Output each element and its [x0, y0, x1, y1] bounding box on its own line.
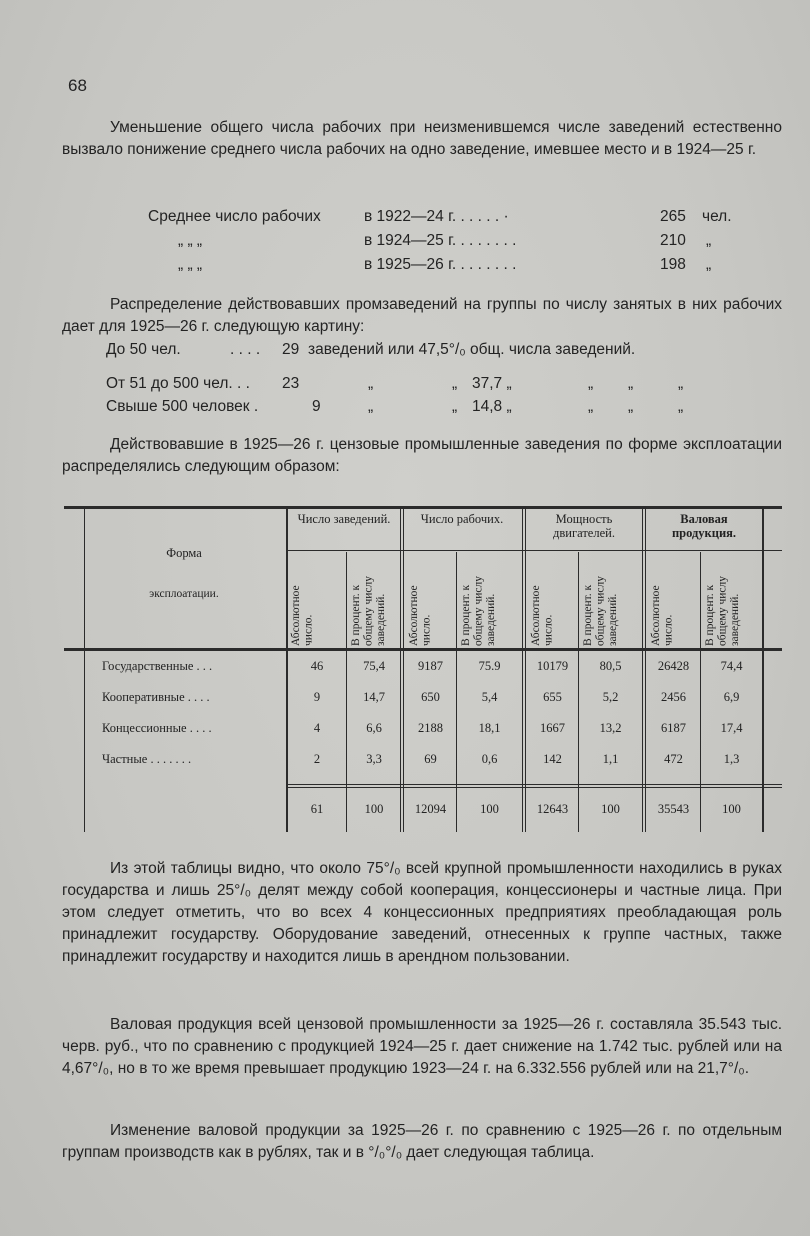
table-cell: 142: [543, 752, 562, 766]
table-cell: 4: [313, 721, 321, 735]
row-label-concession: Концессионные . . . .: [102, 721, 212, 735]
table-total-cell: 100: [364, 802, 384, 816]
avg-row-unit: „: [706, 232, 712, 249]
table-cell: 6,6: [366, 721, 382, 735]
table-total-rule: [286, 787, 782, 788]
group-header-production: Валовая продукция.: [671, 512, 737, 540]
ditto-mark: „: [678, 398, 684, 415]
table-total-cell: 12094: [414, 802, 447, 816]
form-header: Форма: [166, 546, 202, 560]
group-row-label: До 50 чел.: [106, 341, 181, 358]
table-cell: 9: [313, 690, 321, 704]
avg-row-value: 265: [660, 208, 686, 225]
sub-header-percent: В процент. к общему числу заведений.: [582, 576, 619, 646]
table-cell: 1,1: [602, 752, 619, 766]
table-total-cell: 35543: [657, 802, 690, 816]
avg-row-unit: „: [706, 256, 712, 273]
table-cell: 18,1: [478, 721, 501, 735]
group-row-label: От 51 до 500 чел. . .: [106, 375, 250, 392]
table-total-cell: 100: [480, 802, 499, 816]
sub-header-absolute: Абсолютное число.: [408, 585, 433, 646]
table-column-rule: [642, 506, 643, 832]
avg-row-value: 210: [660, 232, 686, 249]
table-cell: 2188: [418, 721, 443, 735]
group-header-workers: Число рабочих.: [420, 512, 504, 526]
table-cell: 3,3: [366, 752, 382, 766]
paragraph-5-text: Валовая продукция всей цензовой промышленности за 1925—26 г. составляла 35.543 тыс. черв. руб., что по сравнению с продукцией 1924—25 г. дает снижение на 1.742 тыс. рублей или на 4,67°/₀, но в то же время превышает продукцию 1923—24 г. на 6.332.556 рублей или на 21,7°/₀.: [62, 1016, 782, 1077]
table-cell: 14,7: [363, 690, 385, 704]
table-cell: 1667: [540, 721, 565, 735]
avg-row-value: 198: [660, 256, 686, 273]
paragraph-5: [62, 1014, 782, 1080]
ditto-mark: „: [368, 398, 374, 415]
table-total-cell: 12643: [536, 802, 569, 816]
table-cell: 2456: [661, 690, 686, 704]
avg-row-year: в 1922—24 г. . . . . . ·: [364, 208, 509, 225]
sub-header-absolute: Абсолютное число.: [650, 585, 675, 646]
table-cell: 74,4: [720, 659, 743, 673]
avg-row-unit: чел.: [702, 208, 732, 225]
table-total-rule: [286, 784, 782, 785]
table-cell: 69: [424, 752, 437, 766]
paragraph-2-text: Распределение действовавших промзаведений на группы по числу занятых в них рабочих дает для 1925—26 г. следующую картину:: [62, 296, 782, 335]
table-column-rule: [645, 506, 646, 832]
sub-header-percent: В процент. к общему числу заведений.: [704, 576, 741, 646]
table-cell: 80,5: [599, 659, 622, 673]
ditto-mark: „: [588, 375, 594, 392]
table-column-rule: [346, 552, 347, 832]
form-header-sub: эксплоатации.: [149, 588, 219, 600]
table-cell: 650: [421, 690, 440, 704]
group-row-count: 23: [282, 375, 300, 392]
paragraph-1-text: Уменьшение общего числа рабочих при неизменившемся числе заведений естественно вызвало понижение среднего числа рабочих на одно заведение, имевшее место и в 1924—25 г.: [62, 119, 782, 158]
group-row-text: заведений или 47,5°/₀ общ. числа заведений.: [308, 341, 636, 358]
paragraph-3-text: Действовавшие в 1925—26 г. цензовые промышленные заведения по форме эксплоатации распределялись следующим образом:: [62, 436, 782, 475]
table-total-cell: 61: [310, 802, 324, 816]
table-top-rule: [64, 506, 782, 509]
table-cell: 5,4: [481, 690, 498, 704]
table-left-rule: [84, 506, 85, 832]
group-header-power: Мощность двигателей.: [553, 512, 615, 540]
table-cell: 2: [313, 752, 321, 766]
table-cell: 472: [664, 752, 683, 766]
sub-header-percent: В процент. к общему числу заведений.: [350, 576, 387, 646]
table-cell: 75,4: [363, 659, 385, 673]
paragraph-1: [62, 117, 782, 161]
ditto-mark: „: [628, 398, 634, 415]
avg-row-year: в 1924—25 г. . . . . . . .: [364, 232, 517, 249]
table-cell: 75.9: [478, 659, 501, 673]
table-right-rule: [762, 506, 764, 832]
page-number: 68: [68, 76, 87, 95]
paragraph-2: [62, 294, 782, 338]
group-row-percent: 37,7 „: [472, 375, 512, 392]
paragraph-4-text: Из этой таблицы видно, что около 75°/₀ всей крупной промышленности находились в руках государства и лишь 25°/₀ делят между собой кооперация, концессионеры и частные лица. При этом следует отметить, что во всех 4 концессионных предприятиях преобладающая роль принадлежит государству. Оборудование заведений, отнесенных к группе частных, также принадлежит государству и находится лишь в арендном пользовании.: [62, 860, 782, 965]
exploitation-form-table: [64, 506, 782, 832]
group-row-label: Свыше 500 человек .: [106, 398, 259, 415]
table-cell: 13,2: [599, 721, 622, 735]
table-cell: 26428: [657, 659, 690, 673]
avg-row-label: „ „ „: [178, 256, 203, 273]
table-cell: 17,4: [720, 721, 743, 735]
table-cell: 655: [543, 690, 562, 704]
row-label-state: Государственные . . .: [102, 659, 213, 673]
table-cell: 6187: [661, 721, 686, 735]
table-column-rule: [525, 506, 526, 832]
ditto-mark: „: [368, 375, 374, 392]
sub-header-percent: В процент. к общему числу заведений.: [460, 576, 497, 646]
ditto-mark: „: [588, 398, 594, 415]
table-total-cell: 100: [722, 802, 741, 816]
group-row-count: 29: [282, 341, 300, 358]
group-row-count: 9: [312, 398, 321, 415]
paragraph-6-text: Изменение валовой продукции за 1925—26 г. по сравнению с 1925—26 г. по отдельным группам производств как в рублях, так и в °/₀°/₀ дает следующая таблица.: [62, 1122, 782, 1161]
row-label-cooperative: Кооперативные . . . .: [102, 690, 210, 704]
table-cell: 1,3: [723, 752, 740, 766]
group-header-establishments: Число заведений.: [297, 512, 391, 526]
table-header-rule: [64, 648, 782, 651]
group-row-dots: . . . .: [230, 341, 261, 358]
paragraph-6: [62, 1120, 782, 1164]
table-cell: 6,9: [723, 690, 740, 704]
table-cell: 0,6: [481, 752, 498, 766]
sub-header-absolute: Абсолютное число.: [290, 585, 315, 646]
row-label-private: Частные . . . . . . .: [102, 752, 192, 766]
group-row-percent: 14,8 „: [472, 398, 512, 415]
ditto-mark: „: [628, 375, 634, 392]
table-column-rule: [403, 506, 404, 832]
table-cell: 5,2: [602, 690, 619, 704]
table-cell: 9187: [418, 659, 443, 673]
avg-row-label: „ „ „: [178, 232, 203, 249]
table-column-rule: [400, 506, 401, 832]
ditto-mark: „: [678, 375, 684, 392]
ditto-mark: „: [452, 375, 458, 392]
table-group-rule: [286, 550, 782, 551]
ditto-mark: „: [452, 398, 458, 415]
paragraph-4: [62, 858, 782, 968]
paragraph-3: [62, 434, 782, 478]
table-cell: 10179: [536, 659, 569, 673]
table-total-cell: 100: [601, 802, 620, 816]
avg-row-year: в 1925—26 г. . . . . . . .: [364, 256, 517, 273]
avg-row-label: Среднее число рабочих: [148, 208, 321, 225]
table-column-rule: [522, 506, 523, 832]
sub-header-absolute: Абсолютное число.: [530, 585, 555, 646]
table-cell: 46: [310, 659, 324, 673]
